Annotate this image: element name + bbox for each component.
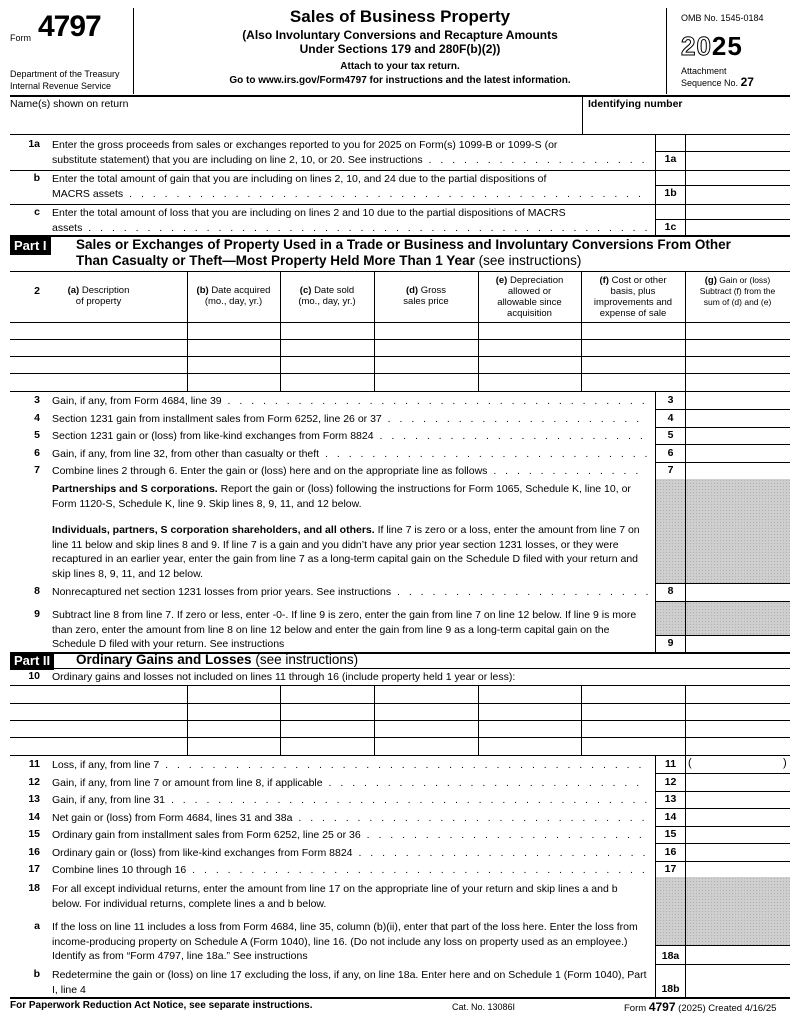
box-col-rule bbox=[655, 134, 656, 235]
line-12-amount[interactable] bbox=[686, 774, 790, 791]
partnerships-bold: Partnerships and S corporations. bbox=[52, 483, 218, 495]
line-6-number: 6 bbox=[34, 446, 40, 459]
table-cell[interactable] bbox=[686, 686, 789, 701]
table-cell[interactable] bbox=[479, 686, 580, 701]
line-16-box: 16 bbox=[664, 845, 677, 858]
line-15-box: 15 bbox=[664, 828, 677, 840]
line-1b-box-rule bbox=[655, 185, 790, 186]
col-label-d: Gross sales price bbox=[403, 285, 449, 307]
line-16-amount[interactable] bbox=[686, 844, 790, 861]
form-label: Form bbox=[10, 33, 31, 43]
line-7-number: 7 bbox=[34, 464, 40, 476]
col-header-a bbox=[10, 285, 187, 307]
form-number-block bbox=[10, 8, 134, 94]
line-14-number: 14 bbox=[28, 810, 40, 823]
table-row-rule bbox=[10, 391, 790, 392]
line-15-amount[interactable] bbox=[686, 826, 790, 843]
table-cell[interactable] bbox=[686, 323, 789, 338]
line-1b-box: 1b bbox=[664, 187, 677, 199]
line-1a-text-2-label: substitute statement) that you are including on line 2, 10, or 20. See instructions bbox=[52, 153, 423, 166]
form-title: Sales of Business Property bbox=[289, 7, 511, 26]
footer-form-number: 4797 bbox=[648, 1000, 676, 1014]
form-title-block bbox=[134, 6, 666, 88]
line-18b-text: Redetermine the gain or (loss) on line 17 excluding the loss, if any, on line 18a. Enter here and on Schedule 1 (Form 1040), Part I, line 4 bbox=[52, 969, 647, 996]
line-3-text bbox=[52, 394, 648, 408]
sequence-label: Sequence No. bbox=[681, 78, 739, 88]
line-11-number: 11 bbox=[28, 758, 40, 770]
line-15-text bbox=[52, 828, 648, 842]
line-17-box: 17 bbox=[664, 863, 677, 875]
line-3-number: 3 bbox=[34, 394, 40, 406]
line-8-text bbox=[52, 585, 648, 599]
line-1c-text-2 bbox=[52, 221, 648, 236]
table-cell[interactable] bbox=[281, 374, 373, 389]
col-header-g bbox=[685, 275, 790, 308]
table-cell[interactable] bbox=[375, 738, 477, 753]
line-11-paren-close: ) bbox=[783, 757, 787, 769]
table-cell[interactable] bbox=[582, 340, 684, 355]
table-cell[interactable] bbox=[582, 323, 684, 338]
rule-9-top bbox=[655, 635, 790, 636]
footer-form-label: Form bbox=[624, 1003, 647, 1014]
p2-box-col-rule bbox=[655, 755, 656, 997]
col-header-c bbox=[280, 285, 374, 307]
col-key-d: (d) bbox=[405, 285, 419, 296]
attachment-label: Attachment bbox=[681, 66, 727, 76]
col-label-g: Gain or (loss) Subtract (f) from the sum of (d) and (e) bbox=[699, 275, 776, 307]
year-suffix: 25 bbox=[711, 31, 743, 61]
form-subtitle-1: (Also Involuntary Conversions and Recapture Amounts bbox=[242, 28, 558, 42]
line-7-text bbox=[52, 464, 648, 478]
part1-title-line1: Sales or Exchanges of Property Used in a Trade or Business and Involuntary Conversions From Other bbox=[76, 237, 731, 252]
catalog-number: Cat. No. 13086I bbox=[452, 1002, 516, 1012]
irs-name: Internal Revenue Service bbox=[10, 81, 112, 91]
line-13-text bbox=[52, 793, 648, 807]
line-9-amount[interactable] bbox=[686, 636, 790, 652]
col-key-b: (b) bbox=[196, 285, 209, 296]
line-9-number: 9 bbox=[34, 608, 40, 620]
table-cell[interactable] bbox=[11, 686, 186, 701]
line-17-amount[interactable] bbox=[686, 861, 790, 878]
part2-label: Part II bbox=[10, 652, 54, 670]
footer-rule bbox=[10, 997, 790, 999]
id-label: Identifying number bbox=[588, 98, 683, 110]
col-header-b bbox=[187, 285, 280, 307]
table-cell[interactable] bbox=[479, 721, 580, 736]
goto-note: Go to www.irs.gov/Form4797 for instructions and the latest information. bbox=[229, 75, 571, 86]
individuals-text bbox=[52, 523, 648, 581]
col-label-a: Description of property bbox=[75, 285, 130, 307]
p2-amount-col-rule bbox=[685, 755, 686, 997]
line-1c-box-rule bbox=[655, 219, 790, 220]
omb-number: OMB No. 1545-0184 bbox=[681, 13, 764, 23]
department-name: Department of the Treasury bbox=[10, 69, 120, 79]
part2-title-text: Ordinary Gains and Losses bbox=[76, 652, 252, 667]
line-10-number: 10 bbox=[28, 670, 40, 682]
table-cell[interactable] bbox=[582, 738, 684, 753]
table-cell[interactable] bbox=[686, 704, 789, 719]
shaded-area-9 bbox=[656, 602, 790, 635]
line-1a-text bbox=[52, 138, 648, 168]
line-7-amount[interactable] bbox=[686, 462, 790, 479]
table-row-rule bbox=[10, 755, 790, 756]
line-5-label: Section 1231 gain or (loss) from like-kind exchanges from Form 8824 bbox=[52, 430, 374, 442]
table-cell[interactable] bbox=[375, 323, 477, 338]
line-6-label: Gain, if any, from line 32, from other than casualty or theft bbox=[52, 447, 320, 460]
line-8-label: Nonrecaptured net section 1231 losses from prior years. See instructions bbox=[52, 586, 392, 598]
line-6-box: 6 bbox=[667, 446, 674, 459]
col-key-a: (a) bbox=[67, 285, 80, 296]
line-8-box: 8 bbox=[667, 585, 674, 597]
line-17-number: 17 bbox=[28, 863, 40, 875]
line-18a-amount[interactable] bbox=[686, 946, 790, 964]
table-cell[interactable] bbox=[281, 340, 373, 355]
line-17-label: Combine lines 10 through 16 bbox=[52, 864, 187, 876]
table-cell[interactable] bbox=[11, 323, 186, 338]
line-1b-text bbox=[52, 172, 648, 202]
table-cell[interactable] bbox=[686, 357, 789, 372]
table-cell[interactable] bbox=[375, 374, 477, 389]
paperwork-notice: For Paperwork Reduction Act Notice, see separate instructions. bbox=[10, 1000, 313, 1011]
line-1b-text-2-label: MACRS assets bbox=[52, 187, 124, 200]
table-cell[interactable] bbox=[188, 704, 279, 719]
line-11-paren-open: ( bbox=[688, 757, 692, 769]
table-cell[interactable] bbox=[375, 340, 477, 355]
table-cell[interactable] bbox=[479, 323, 580, 338]
table-cell[interactable] bbox=[188, 721, 279, 736]
table-cell[interactable] bbox=[479, 738, 580, 753]
footer-form-suffix: (2025) Created 4/16/25 bbox=[678, 1003, 777, 1014]
table-cell[interactable] bbox=[375, 357, 477, 372]
table-cell[interactable] bbox=[188, 357, 279, 372]
table-cell[interactable] bbox=[479, 340, 580, 355]
line-6-amount[interactable] bbox=[686, 445, 790, 462]
part1-title bbox=[76, 237, 731, 269]
table-cell[interactable] bbox=[479, 357, 580, 372]
line-5-amount[interactable] bbox=[686, 427, 790, 444]
line-15-label: Ordinary gain from installment sales from Form 6252, line 25 or 36 bbox=[52, 829, 361, 841]
line-1c-number: c bbox=[34, 206, 40, 218]
line-1c-text bbox=[52, 206, 648, 236]
line-18a-number: a bbox=[34, 920, 40, 932]
table-cell[interactable] bbox=[281, 738, 373, 753]
attachment-sequence bbox=[681, 66, 790, 89]
table-cell[interactable] bbox=[686, 738, 789, 753]
line-16-label: Ordinary gain or (loss) from like-kind exchanges from Form 8824 bbox=[52, 846, 353, 859]
line-5-number: 5 bbox=[34, 429, 40, 441]
table-cell[interactable] bbox=[11, 374, 186, 389]
table-cell[interactable] bbox=[686, 721, 789, 736]
line-13-amount[interactable] bbox=[686, 791, 790, 808]
identifying-number-field[interactable] bbox=[588, 96, 788, 134]
table-cell[interactable] bbox=[281, 323, 373, 338]
line-18a-text: If the loss on line 11 includes a loss from Form 4684, line 35, column (b)(ii), enter that part of the loss here. Enter the loss from income-producing property on Schedule A (Form 1040), line 16. (Do not include any loss on property used as an employee.) Identify as from “Form 4797, line 18a.” See instructions bbox=[52, 921, 638, 962]
line-4-number: 4 bbox=[34, 411, 40, 424]
name-label: Name(s) shown on return bbox=[10, 98, 129, 110]
line-13-number: 13 bbox=[28, 793, 40, 805]
omb-block bbox=[666, 8, 790, 94]
tax-year bbox=[681, 31, 790, 62]
ident-divider bbox=[582, 96, 583, 134]
line-7-box: 7 bbox=[667, 464, 674, 476]
table-cell[interactable] bbox=[582, 686, 684, 701]
table-cell[interactable] bbox=[188, 323, 279, 338]
table-cell[interactable] bbox=[375, 704, 477, 719]
line-1a-text-2 bbox=[52, 153, 648, 168]
p1-amount-col-rule bbox=[685, 391, 686, 652]
line-5-box: 5 bbox=[667, 429, 674, 441]
line-12-box: 12 bbox=[664, 775, 677, 788]
col-label-f: Cost or other basis, plus improvements and expense of sale bbox=[593, 275, 673, 319]
line-12-text bbox=[52, 776, 648, 790]
table-cell[interactable] bbox=[375, 721, 477, 736]
line-1b-number: b bbox=[33, 172, 40, 184]
line-18b-number: b bbox=[33, 968, 40, 980]
p1-box-col-rule bbox=[655, 391, 656, 652]
table-cell[interactable] bbox=[11, 340, 186, 355]
line-3-label: Gain, if any, from Form 4684, line 39 bbox=[52, 395, 222, 407]
line-1a-box-rule bbox=[655, 151, 790, 152]
line-4-label: Section 1231 gain from installment sales from Form 6252, line 26 or 37 bbox=[52, 412, 382, 425]
line-1a-amount[interactable] bbox=[686, 151, 790, 170]
table-cell[interactable] bbox=[188, 340, 279, 355]
table-cell[interactable] bbox=[582, 721, 684, 736]
table-cell[interactable] bbox=[686, 340, 789, 355]
col-label-c: Date sold (mo., day, yr.) bbox=[298, 285, 356, 307]
table-cell[interactable] bbox=[11, 721, 186, 736]
table-cell[interactable] bbox=[11, 704, 186, 719]
line-17-text bbox=[52, 863, 648, 877]
line-18b-amount[interactable] bbox=[686, 982, 790, 997]
line-1b-text-1: Enter the total amount of gain that you are including on lines 2, 10, and 24 due to the partial dispositions of bbox=[52, 173, 547, 185]
part1-label: Part I bbox=[10, 237, 51, 255]
table-cell[interactable] bbox=[188, 738, 279, 753]
name-field[interactable] bbox=[10, 96, 582, 134]
partnerships-body: Report the gain or (loss) following the instructions for Form 1065, Schedule K, line 10, or Form 1120-S, Schedule K, line 9. Skip lines 8, 9, 11, and 12 below. bbox=[52, 483, 631, 510]
line-18-text: For all except individual returns, enter the amount from line 17 on the appropriate line of your return and skip lines a and b below. For individual returns, complete lines a and b below. bbox=[52, 883, 618, 910]
line-1c-text-2-label: assets bbox=[52, 221, 83, 234]
col-key-e: (e) bbox=[495, 275, 508, 286]
line-14-text bbox=[52, 811, 648, 825]
line-11-text bbox=[52, 758, 648, 772]
line-14-label: Net gain or (loss) from Form 4684, lines 31 and 38a bbox=[52, 811, 293, 824]
line-12-number: 12 bbox=[28, 775, 40, 788]
line-8-number: 8 bbox=[34, 585, 40, 597]
footer-form-id bbox=[624, 1000, 776, 1014]
line-13-label: Gain, if any, from line 31 bbox=[52, 794, 166, 806]
form-subtitle-2: Under Sections 179 and 280F(b)(2)) bbox=[299, 42, 501, 56]
table-cell[interactable] bbox=[582, 374, 684, 389]
line-4-text bbox=[52, 412, 648, 426]
col-header-e bbox=[478, 275, 581, 319]
line-10-text: Ordinary gains and losses not included on lines 11 through 16 (include property held 1 year or less): bbox=[52, 671, 516, 683]
col-key-c: (c) bbox=[299, 285, 312, 296]
part2-title bbox=[76, 652, 358, 668]
line-2-number: 2 bbox=[34, 285, 40, 297]
line-1b-rule bbox=[10, 204, 790, 205]
table-cell[interactable] bbox=[686, 374, 789, 389]
col-header-f bbox=[581, 275, 685, 319]
individuals-body: If line 7 is zero or a loss, enter the amount from line 7 on line 11 below and skip lines 8 and 9. If line 7 is a gain and you didn’t have any prior year section 1231 losses, or they were recaptured in an earlier year, enter the gain from line 7 as a long-term capital gain on the Schedule D filed with your return and skip lines 8, 9, 11, and 12 below. bbox=[52, 524, 640, 580]
shaded-area-7 bbox=[656, 479, 790, 583]
form-number: 4797 bbox=[38, 10, 101, 43]
line-1c-box: 1c bbox=[664, 221, 677, 233]
line-1a-box: 1a bbox=[664, 153, 677, 165]
line-5-text bbox=[52, 429, 648, 443]
table-cell[interactable] bbox=[281, 704, 373, 719]
line-11-box: 11 bbox=[664, 758, 677, 770]
part2-title-rule bbox=[10, 668, 790, 669]
line-9-text: Subtract line 8 from line 7. If zero or less, enter -0-. If line 9 is zero, enter the gain from line 7 on line 12 below. If line 9 is more than zero, enter the amount from line 8 on line 12 below and enter the gain from line 9 as a long-term capital gain on the Schedule D filed with your return. See instructions bbox=[52, 609, 637, 650]
line-13-box: 13 bbox=[664, 793, 677, 805]
line-7-label: Combine lines 2 through 6. Enter the gain or (loss) here and on the appropriate line as follows bbox=[52, 465, 488, 477]
table-cell[interactable] bbox=[582, 357, 684, 372]
line-18-number: 18 bbox=[28, 882, 40, 894]
amount-col-rule bbox=[685, 134, 686, 235]
rule-18a-bottom bbox=[655, 964, 790, 965]
table-cell[interactable] bbox=[479, 374, 580, 389]
table-cell[interactable] bbox=[188, 374, 279, 389]
table-cell[interactable] bbox=[11, 738, 186, 753]
col-label-e: Depreciation allowed or allowable since acquisition bbox=[497, 275, 564, 319]
line-1c-text-1: Enter the total amount of loss that you are including on lines 2 and 10 due to the partial dispositions of MACRS bbox=[52, 207, 566, 219]
line-4-amount[interactable] bbox=[686, 410, 790, 427]
table-cell[interactable] bbox=[479, 704, 580, 719]
part1-title-line2: Than Casualty or Theft—Most Property Held More Than 1 Year bbox=[76, 253, 475, 268]
col-label-b: Date acquired (mo., day, yr.) bbox=[204, 285, 271, 307]
line-18a-box: 18a bbox=[661, 950, 680, 962]
line-9-box: 9 bbox=[667, 637, 674, 649]
sequence-number: 27 bbox=[740, 75, 754, 89]
partnerships-text bbox=[52, 482, 648, 511]
line-3-amount[interactable] bbox=[686, 392, 790, 409]
line-16-text bbox=[52, 846, 648, 860]
agency-name bbox=[10, 68, 120, 92]
table-cell[interactable] bbox=[582, 704, 684, 719]
shaded-area-18 bbox=[656, 877, 790, 945]
table-cell[interactable] bbox=[375, 686, 477, 701]
part1-title-rule bbox=[10, 271, 790, 272]
line-16-number: 16 bbox=[28, 845, 40, 858]
line-1a-number: 1a bbox=[28, 138, 40, 150]
line-14-amount[interactable] bbox=[686, 809, 790, 826]
line-15-number: 15 bbox=[28, 828, 40, 840]
ident-rule bbox=[10, 134, 790, 135]
line-6-text bbox=[52, 447, 648, 461]
line-1a-text-1: Enter the gross proceeds from sales or exchanges reported to you for 2025 on Form(s) 1099-B or 1099-S (or bbox=[52, 139, 558, 151]
table-cell[interactable] bbox=[281, 686, 373, 701]
line-1a-rule bbox=[10, 170, 790, 171]
table-cell[interactable] bbox=[281, 721, 373, 736]
line-11-amount[interactable] bbox=[686, 756, 790, 773]
year-prefix: 20 bbox=[681, 31, 712, 61]
attach-note: Attach to your tax return. bbox=[340, 61, 460, 72]
line-12-label: Gain, if any, from line 7 or amount from line 8, if applicable bbox=[52, 776, 323, 789]
line-11-label: Loss, if any, from line 7 bbox=[52, 759, 160, 771]
part2-title-suffix: (see instructions) bbox=[255, 652, 359, 667]
col-key-g: (g) bbox=[704, 275, 717, 286]
line-1b-text-2 bbox=[52, 187, 648, 202]
line-18b-box: 18b bbox=[661, 983, 680, 995]
col-key-f: (f) bbox=[599, 275, 609, 286]
line-1b-amount[interactable] bbox=[686, 185, 790, 204]
line-3-box: 3 bbox=[667, 394, 674, 406]
line-14-box: 14 bbox=[664, 810, 677, 823]
part1-title-suffix: (see instructions) bbox=[478, 253, 582, 268]
individuals-bold: Individuals, partners, S corporation shareholders, and all others. bbox=[52, 524, 375, 536]
line-8-amount[interactable] bbox=[686, 584, 790, 601]
line-4-box: 4 bbox=[667, 411, 674, 424]
col-header-d bbox=[374, 285, 478, 307]
table-cell[interactable] bbox=[281, 357, 373, 372]
table-cell[interactable] bbox=[188, 686, 279, 701]
table-cell[interactable] bbox=[11, 357, 186, 372]
